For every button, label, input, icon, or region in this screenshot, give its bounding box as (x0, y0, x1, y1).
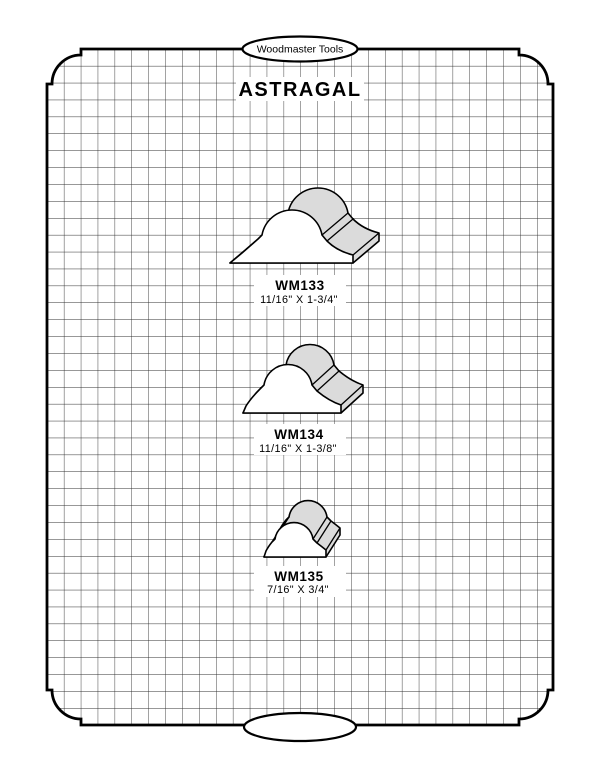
product-label-wm135 (254, 566, 346, 597)
product-code: WM133 (275, 278, 325, 293)
product-label-wm134 (254, 424, 346, 455)
product-dimensions: 11/16" X 1-3/8" (259, 443, 337, 455)
product-dimensions: 11/16" X 1-3/4" (260, 294, 338, 306)
logo-oval (243, 37, 358, 62)
product-code: WM134 (274, 427, 324, 442)
product-label-wm133 (254, 275, 346, 306)
footer-oval-shape (244, 713, 356, 741)
logo-text: Woodmaster Tools (256, 43, 344, 56)
product-code: WM135 (274, 569, 324, 584)
product-dimensions: 7/16" X 3/4" (267, 584, 329, 596)
page-title: ASTRAGAL (238, 79, 362, 101)
